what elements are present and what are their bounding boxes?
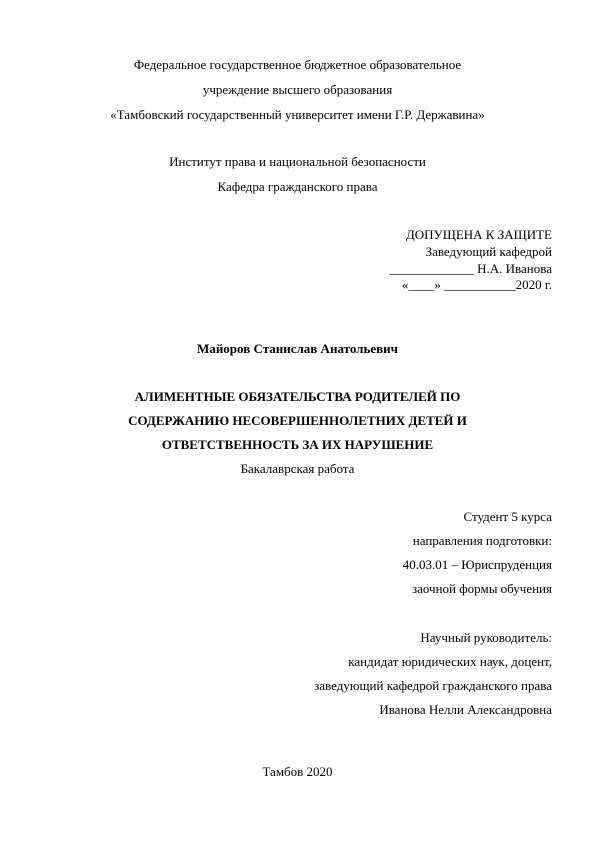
approval-date: «____» ___________2020 г. [401,277,552,292]
work-type: Бакалаврская работа [240,461,355,476]
work-title-line-1: АЛИМЕНТНЫЕ ОБЯЗАТЕЛЬСТВА РОДИТЕЛЕЙ ПО [134,389,461,404]
supervisor-line-2: кандидат юридических наук, доцент, [348,654,552,669]
header-line-2: учреждение высшего образования [202,82,393,97]
student-line-3: 40.03.01 – Юриспруденция [402,557,552,572]
institute-name: Институт права и национальной безопасности [169,154,426,169]
author-name: Майоров Станислав Анатольевич [197,341,398,356]
header-line-3: «Тамбовский государственный университет имени Г.Р. Державина» [110,107,485,122]
footer-city-year: Тамбов 2020 [262,764,333,779]
approval-title: ДОПУЩЕНА К ЗАЩИТЕ [405,227,552,242]
approval-signature: _____________ Н.А. Иванова [389,261,552,276]
header-line-1: Федеральное государственное бюджетное образовательное [133,57,462,72]
supervisor-line-1: Научный руководитель: [420,630,552,645]
work-title-line-3: ОТВЕТСТВЕННОСТЬ ЗА ИХ НАРУШЕНИЕ [161,437,434,452]
supervisor-line-4: Иванова Нелли Александровна [379,702,552,717]
student-line-1: Студент 5 курса [463,509,552,524]
student-line-2: направления подготовки: [412,533,552,548]
supervisor-line-3: заведующий кафедрой гражданского права [314,678,552,693]
student-line-4: заочной формы обучения [411,581,552,596]
work-title-line-2: СОДЕРЖАНИЮ НЕСОВЕРШЕННОЛЕТНИХ ДЕТЕЙ И [128,413,467,428]
department-name: Кафедра гражданского права [217,179,378,194]
approval-role: Заведующий кафедрой [425,244,552,259]
